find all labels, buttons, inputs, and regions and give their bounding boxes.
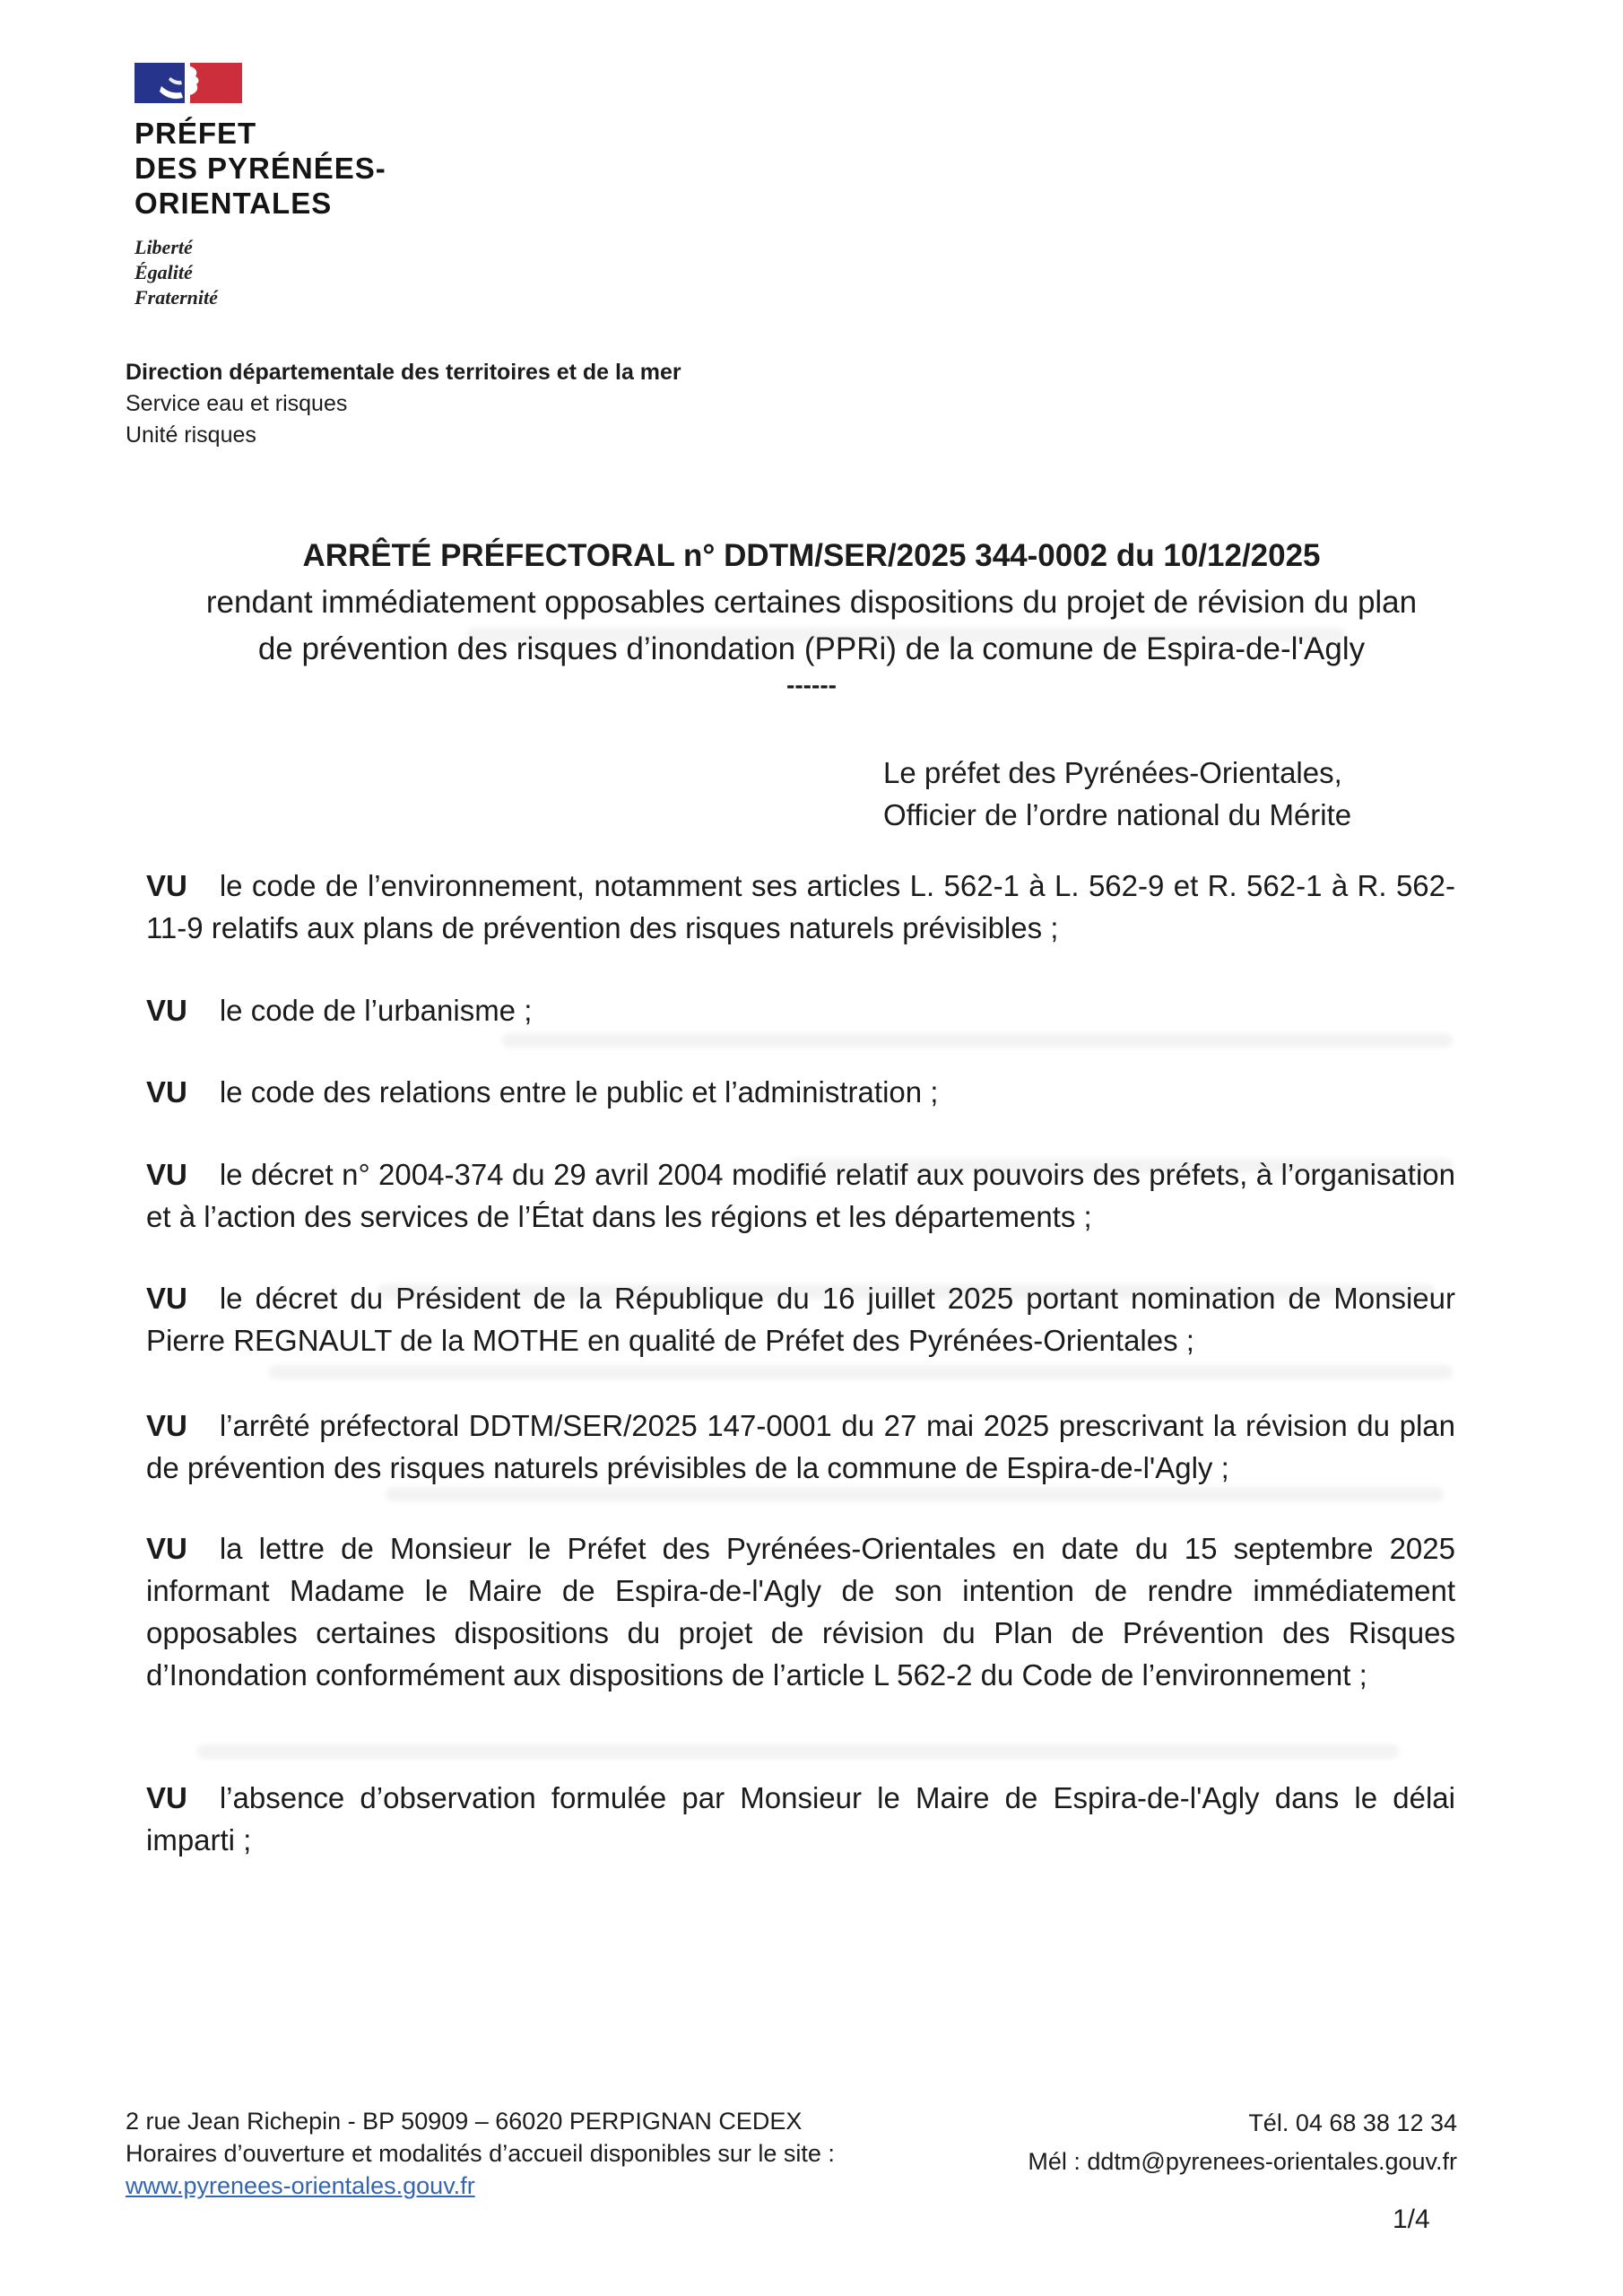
footer-email: Mél : ddtm@pyrenees-orientales.gouv.fr — [1028, 2148, 1457, 2175]
recital-label: VU — [146, 1532, 187, 1565]
republic-motto — [135, 235, 386, 310]
french-flag-marianne-icon — [135, 63, 242, 103]
service-unit: Unité risques — [126, 422, 256, 448]
gov-logo-block — [135, 63, 386, 310]
recital-paragraph — [146, 1527, 1455, 1696]
recital-text: le code des relations entre le public et l’administration ; — [219, 1075, 939, 1109]
ministry-name — [135, 116, 386, 221]
ministry-line: PRÉFET — [135, 117, 257, 150]
footer-phone-email-block — [1028, 2104, 1457, 2181]
scan-bleedthrough-artifact — [386, 1487, 1444, 1501]
recital-paragraph — [146, 865, 1455, 949]
footer-hours: Horaires d’ouverture et modalités d’accueil disponibles sur le site : — [126, 2140, 835, 2167]
scan-bleedthrough-artifact — [197, 1744, 1399, 1759]
recital-label: VU — [146, 994, 187, 1027]
service-department: Service eau et risques — [126, 391, 348, 416]
ministry-line: ORIENTALES — [135, 187, 333, 220]
authority-line: Officier de l’ordre national du Mérite — [883, 798, 1352, 831]
scan-bleedthrough-artifact — [502, 1033, 1453, 1048]
footer-contact-block — [126, 2105, 835, 2202]
recital-label: VU — [146, 869, 187, 902]
recital-text: la lettre de Monsieur le Préfet des Pyrénées-Orientales en date du 15 septembre 2025 informant Madame le Maire de Espira-de-l'Agly de son intention de rendre immédiatement opposables certaines dispositions du projet de révision du Plan de Prévention des Risques d’Inondation conformément aux dispositions de l’article L 562-2 du Code de l’environnement ; — [146, 1532, 1455, 1692]
recital-paragraph — [146, 1405, 1455, 1489]
recital-label: VU — [146, 1282, 187, 1315]
recital-text: l’arrêté préfectoral DDTM/SER/2025 147-0001 du 27 mai 2025 prescrivant la révision du plan de prévention des risques naturels prévisibles de la commune de Espira-de-l'Agly ; — [146, 1409, 1455, 1484]
scan-bleedthrough-artifact — [377, 1284, 1435, 1299]
recital-label: VU — [146, 1781, 187, 1814]
title-separator: ------ — [786, 671, 837, 699]
motto-line: Égalité — [135, 261, 193, 283]
motto-line: Liberté — [135, 236, 193, 258]
recital-paragraph — [146, 1777, 1455, 1861]
title-subject-line: rendant immédiatement opposables certaines dispositions du projet de révision du plan — [205, 585, 1418, 620]
title-subject-line: de prévention des risques d’inondation (PPRi) de la comune de Espira-de-l'Agly — [257, 631, 1366, 666]
page-number: 1/4 — [1393, 2205, 1430, 2234]
recital-paragraph — [146, 1071, 1455, 1113]
footer-address: 2 rue Jean Richepin - BP 50909 – 66020 PERPIGNAN CEDEX — [126, 2108, 803, 2135]
scan-bleedthrough-artifact — [466, 628, 1345, 642]
recital-text: l’absence d’observation formulée par Monsieur le Maire de Espira-de-l'Agly dans le délai imparti ; — [146, 1781, 1455, 1857]
footer-phone: Tél. 04 68 38 12 34 — [1248, 2109, 1457, 2136]
recital-text: le code de l’urbanisme ; — [219, 994, 533, 1027]
recital-text: le décret n° 2004-374 du 29 avril 2004 modifié relatif aux pouvoirs des préfets, à l’organisation et à l’action des services de l’État dans les régions et les départements ; — [146, 1158, 1455, 1233]
recital-label: VU — [146, 1409, 187, 1442]
issuing-service-block — [126, 357, 681, 451]
scan-bleedthrough-artifact — [269, 1365, 1453, 1379]
motto-line: Fraternité — [135, 286, 218, 309]
recital-label: VU — [146, 1158, 187, 1191]
authority-line: Le préfet des Pyrénées-Orientales, — [883, 756, 1342, 789]
recital-paragraph — [146, 989, 1455, 1031]
title-reference: ARRÊTÉ PRÉFECTORAL n° DDTM/SER/2025 344-0002 du 10/12/2025 — [302, 538, 1321, 573]
scan-bleedthrough-artifact — [789, 1159, 1453, 1173]
website-link[interactable]: www.pyrenees-orientales.gouv.fr — [126, 2172, 475, 2199]
document-title — [90, 533, 1533, 673]
ministry-line: DES PYRÉNÉES- — [135, 152, 386, 185]
recital-text: le décret du Président de la République du 16 juillet 2025 portant nomination de Monsieur Pierre REGNAULT de la MOTHE en qualité de Préfet des Pyrénées-Orientales ; — [146, 1282, 1455, 1357]
recital-label: VU — [146, 1075, 187, 1109]
recital-text: le code de l’environnement, notamment ses articles L. 562-1 à L. 562-9 et R. 562-1 à R. 562-11-9 relatifs aux plans de prévention des risques naturels prévisibles ; — [146, 869, 1455, 944]
service-direction: Direction départementale des territoires et de la mer — [126, 360, 681, 385]
signing-authority — [883, 752, 1351, 836]
